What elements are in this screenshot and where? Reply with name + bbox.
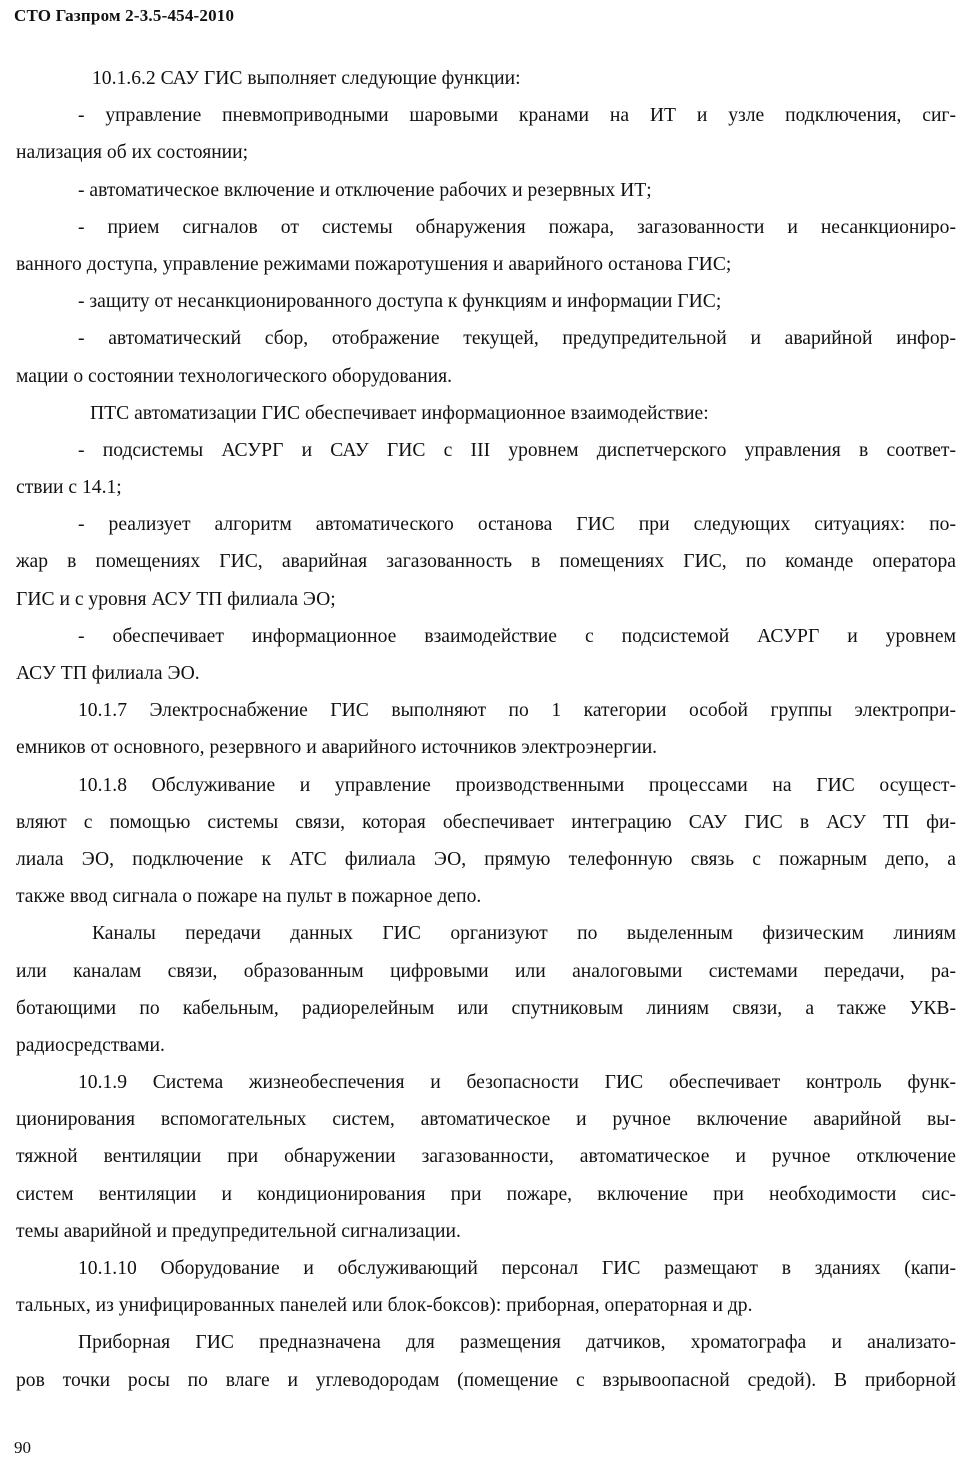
text-line: также ввод сигнала о пожаре на пульт в пожарное депо. bbox=[16, 886, 482, 908]
text-line: 10.1.10 Оборудование и обслуживающий персонал ГИС размещают в зданиях (капи- bbox=[78, 1258, 956, 1279]
text-line: - обеспечивает информационное взаимодействие с подсистемой АСУРГ и уровнем bbox=[78, 625, 956, 647]
text-line: - автоматическое включение и отключение рабочих и резервных ИТ; bbox=[78, 179, 652, 201]
text-line: 10.1.9 Система жизнеобеспечения и безопасности ГИС обеспечивает контроль функ- bbox=[78, 1072, 956, 1094]
text-line: лиала ЭО, подключение к АТС филиала ЭО, прямую телефонную связь с пожарным депо, а bbox=[16, 848, 956, 870]
text-line: вляют с помощью системы связи, которая обеспечивает интеграцию САУ ГИС в АСУ ТП фи- bbox=[16, 811, 956, 833]
text-line: жар в помещениях ГИС, аварийная загазованность в помещениях ГИС, по команде оператора bbox=[16, 551, 956, 573]
text-line: ванного доступа, управление режимами пожаротушения и аварийного останова ГИС; bbox=[16, 253, 732, 275]
text-line: ствии с 14.1; bbox=[16, 477, 122, 499]
text-line: - защиту от несанкционированного доступа к функциям и информации ГИС; bbox=[78, 291, 722, 313]
text-line: систем вентиляции и кондиционирования при пожаре, включение при необходимости сис- bbox=[16, 1183, 956, 1205]
text-line: или каналам связи, образованным цифровыми или аналоговыми системами передачи, ра- bbox=[16, 960, 956, 982]
text-line: ГИС и с уровня АСУ ТП филиала ЭО; bbox=[16, 588, 336, 610]
text-line: ционирования вспомогательных систем, автоматическое и ручное включение аварийной вы- bbox=[16, 1109, 956, 1131]
text-line: Каналы передачи данных ГИС организуют по выделенным физическим линиям bbox=[92, 923, 956, 945]
text-line: 10.1.7 Электроснабжение ГИС выполняют по 1 категории особой группы электропри- bbox=[78, 700, 956, 722]
text-line: АСУ ТП филиала ЭО. bbox=[16, 663, 200, 684]
text-line: мации о состоянии технологического оборудования. bbox=[16, 365, 453, 387]
text-line: - подсистемы АСУРГ и САУ ГИС с III уровнем диспетчерского управления в соответ- bbox=[78, 439, 956, 461]
page-number: 90 bbox=[14, 1438, 31, 1457]
text-line: Приборная ГИС предназначена для размещения датчиков, хроматографа и анализато- bbox=[78, 1332, 956, 1354]
document-header: СТО Газпром 2-3.5-454-2010 bbox=[14, 6, 235, 25]
text-line: емников от основного, резервного и аварийного источников электроэнергии. bbox=[16, 737, 658, 759]
text-line: ботающими по кабельным, радиорелейным или спутниковым линиям связи, а также УКВ- bbox=[16, 997, 956, 1019]
text-line: тальных, из унифицированных панелей или блок-боксов): приборная, операторная и др. bbox=[16, 1295, 753, 1317]
text-line: ров точки росы по влаге и углеводородам (помещение с взрывоопасной средой). В приборной bbox=[16, 1369, 956, 1391]
document-body bbox=[16, 60, 956, 1399]
text-line: - прием сигналов от системы обнаружения пожара, загазованности и несанкциониро- bbox=[78, 216, 956, 238]
text-line: нализация об их состоянии; bbox=[16, 142, 249, 164]
text-line: - автоматический сбор, отображение текущей, предупредительной и аварийной инфор- bbox=[78, 328, 956, 350]
text-line: - управление пневмоприводными шаровыми кранами на ИТ и узле подключения, сиг- bbox=[78, 105, 956, 127]
text-line: 10.1.8 Обслуживание и управление производственными процессами на ГИС осущест- bbox=[78, 774, 956, 796]
text-line: ПТС автоматизации ГИС обеспечивает информационное взаимодействие: bbox=[90, 402, 709, 424]
text-line: - реализует алгоритм автоматического останова ГИС при следующих ситуациях: по- bbox=[78, 514, 956, 536]
text-line: радиосредствами. bbox=[16, 1034, 165, 1056]
text-line: темы аварийной и предупредительной сигнализации. bbox=[16, 1220, 461, 1242]
text-line: тяжной вентиляции при обнаружении загазованности, автоматическое и ручное отключение bbox=[16, 1146, 956, 1168]
text-line: 10.1.6.2 САУ ГИС выполняет следующие функции: bbox=[92, 68, 521, 89]
